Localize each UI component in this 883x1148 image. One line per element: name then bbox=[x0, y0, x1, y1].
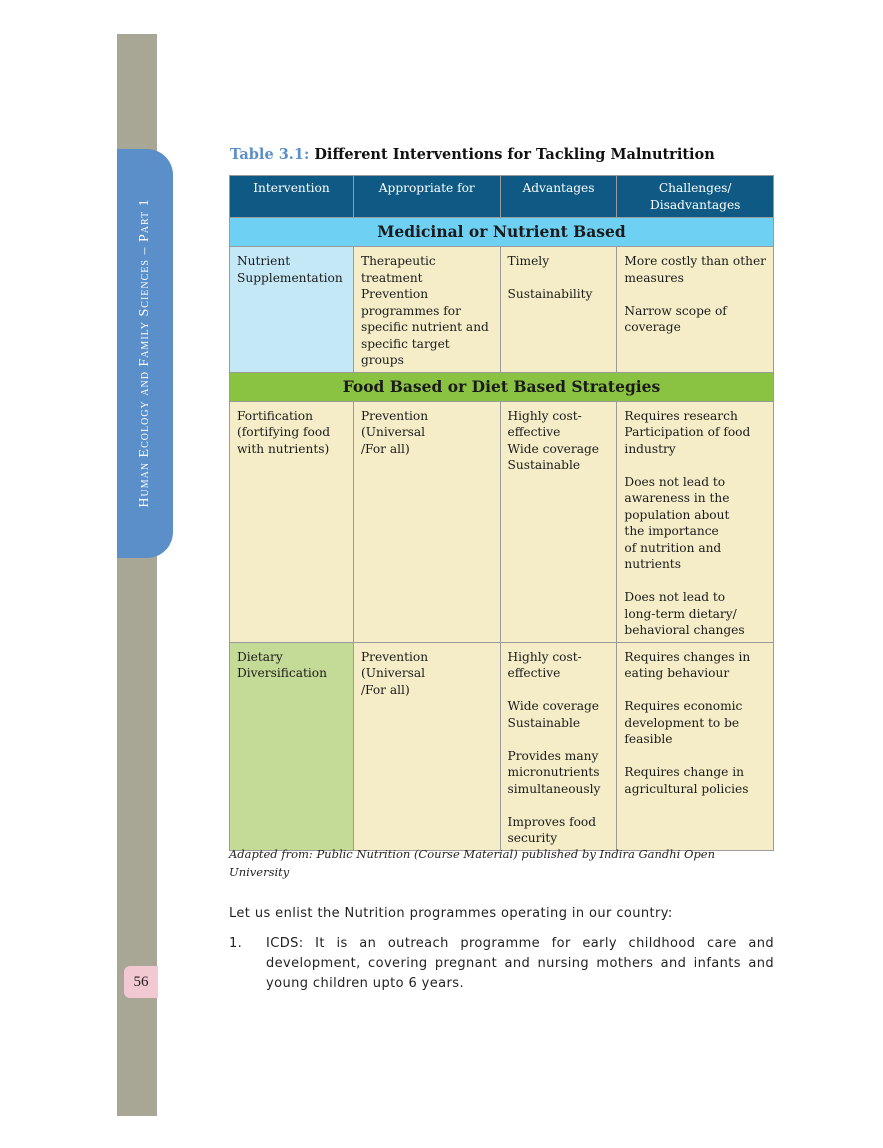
section-row bbox=[230, 218, 774, 247]
cell-intervention bbox=[230, 247, 354, 373]
cell-line: of nutrition and bbox=[624, 540, 722, 555]
cell-challenges bbox=[617, 247, 774, 373]
cell-line: behavioral changes bbox=[624, 623, 745, 637]
cell-line: eating behaviour bbox=[624, 666, 730, 680]
cell-line: Sustainability bbox=[507, 287, 593, 301]
table-caption bbox=[230, 146, 715, 163]
cell-line: Narrow scope of bbox=[624, 303, 727, 318]
cell-line: Supplementation bbox=[237, 270, 343, 285]
cell-line: development to be bbox=[624, 715, 740, 730]
cell-line: Requires changes in bbox=[624, 649, 751, 664]
cell-challenges bbox=[617, 642, 774, 850]
cell-line: Fortification bbox=[237, 408, 313, 423]
cell-line: industry bbox=[624, 441, 676, 456]
line-gap bbox=[624, 682, 767, 699]
cell-line: Timely bbox=[507, 254, 550, 268]
header-challenges: Challenges/ Disadvantages bbox=[617, 176, 774, 218]
list-item bbox=[229, 934, 774, 994]
line-gap bbox=[508, 731, 611, 748]
header-intervention: Intervention bbox=[230, 176, 354, 218]
cell-line: feasible bbox=[624, 732, 673, 746]
line-gap bbox=[624, 748, 767, 765]
cell-line: specific target groups bbox=[360, 336, 450, 367]
cell-line: Does not lead to bbox=[624, 474, 726, 489]
cell-advantages bbox=[500, 247, 617, 373]
interventions-table bbox=[229, 175, 774, 851]
table-header-row bbox=[230, 176, 774, 218]
page-number: 56 bbox=[124, 966, 158, 998]
table-caption-number: Table 3.1: bbox=[230, 146, 310, 163]
header-advantages: Advantages bbox=[500, 176, 617, 218]
cell-appropriate-for bbox=[353, 642, 500, 850]
list-item-number: 1. bbox=[229, 936, 243, 951]
table-row bbox=[230, 247, 774, 373]
cell-line: effective bbox=[507, 666, 561, 680]
running-title: Human Ecology and Family Sciences – Part 1 bbox=[137, 198, 152, 508]
cell-appropriate-for bbox=[353, 247, 500, 373]
cell-line: simultaneously bbox=[507, 781, 601, 796]
table-row bbox=[230, 642, 774, 850]
cell-challenges bbox=[617, 401, 774, 642]
cell-line: Prevention (Universal bbox=[360, 649, 429, 680]
cell-line: Wide coverage bbox=[507, 441, 599, 456]
table-row bbox=[230, 401, 774, 642]
section-title-food-based: Food Based or Diet Based Strategies bbox=[230, 372, 774, 401]
cell-line: Therapeutic bbox=[360, 254, 436, 268]
cell-line: Dietary bbox=[237, 649, 283, 664]
cell-line: Sustainable bbox=[507, 458, 581, 472]
cell-line: Highly cost- bbox=[507, 408, 582, 423]
cell-line: nutrients bbox=[624, 557, 681, 571]
cell-line: population about bbox=[624, 507, 730, 522]
cell-line: Does not lead to bbox=[624, 590, 726, 604]
cell-line: measures bbox=[624, 270, 684, 285]
cell-line: Diversification bbox=[237, 666, 327, 680]
cell-line: Requires change in bbox=[624, 765, 744, 779]
table-caption-title: Different Interventions for Tackling Malnutrition bbox=[314, 146, 715, 163]
cell-line: Participation of food bbox=[624, 425, 751, 439]
cell-line: Prevention (Universal bbox=[360, 408, 429, 439]
line-gap bbox=[508, 682, 611, 699]
cell-line: with nutrients) bbox=[237, 441, 330, 456]
cell-appropriate-for bbox=[353, 401, 500, 642]
cell-line: Provides many bbox=[507, 748, 599, 763]
cell-line: More costly than other bbox=[624, 254, 766, 268]
cell-line: agricultural policies bbox=[624, 781, 749, 796]
cell-line: security bbox=[507, 831, 558, 845]
line-gap bbox=[508, 270, 611, 287]
cell-line: Requires research bbox=[624, 408, 738, 423]
section-row bbox=[230, 372, 774, 401]
cell-line: programmes for bbox=[360, 303, 461, 318]
cell-line: Sustainable bbox=[507, 715, 581, 730]
line-gap bbox=[624, 286, 767, 303]
cell-line: /For all) bbox=[360, 682, 410, 697]
cell-line: Requires economic bbox=[624, 699, 743, 713]
cell-advantages bbox=[500, 642, 617, 850]
line-gap bbox=[624, 573, 767, 590]
cell-line: coverage bbox=[624, 320, 681, 334]
cell-line: Nutrient bbox=[237, 254, 291, 268]
cell-intervention bbox=[230, 642, 354, 850]
cell-line: long-term dietary/ bbox=[624, 606, 737, 621]
cell-line: treatment bbox=[360, 270, 423, 285]
cell-line: micronutrients bbox=[507, 765, 600, 779]
cell-line: awareness in the bbox=[624, 491, 730, 505]
cell-line: effective bbox=[507, 425, 561, 439]
cell-line: (fortifying food bbox=[237, 425, 331, 439]
cell-advantages bbox=[500, 401, 617, 642]
line-gap bbox=[624, 457, 767, 474]
cell-line: Wide coverage bbox=[507, 699, 599, 713]
list-item-text: ICDS: It is an outreach programme for early childhood care and development, covering pregnant and nursing mothers and infants and young children upto 6 years. bbox=[266, 936, 774, 991]
line-gap bbox=[508, 797, 611, 814]
header-appropriate-for: Appropriate for bbox=[353, 176, 500, 218]
cell-line: Prevention bbox=[360, 287, 429, 301]
cell-line: Improves food bbox=[507, 814, 597, 829]
body-intro: Let us enlist the Nutrition programmes operating in our country: bbox=[229, 906, 673, 921]
cell-line: specific nutrient and bbox=[360, 320, 489, 334]
cell-line: /For all) bbox=[360, 441, 410, 456]
table-source: Adapted from: Public Nutrition (Course Material) published by Indira Gandhi Open University bbox=[229, 847, 716, 879]
cell-line: Highly cost- bbox=[507, 649, 582, 664]
cell-line: the importance bbox=[624, 524, 719, 538]
section-title-medicinal: Medicinal or Nutrient Based bbox=[230, 218, 774, 247]
cell-intervention bbox=[230, 401, 354, 642]
